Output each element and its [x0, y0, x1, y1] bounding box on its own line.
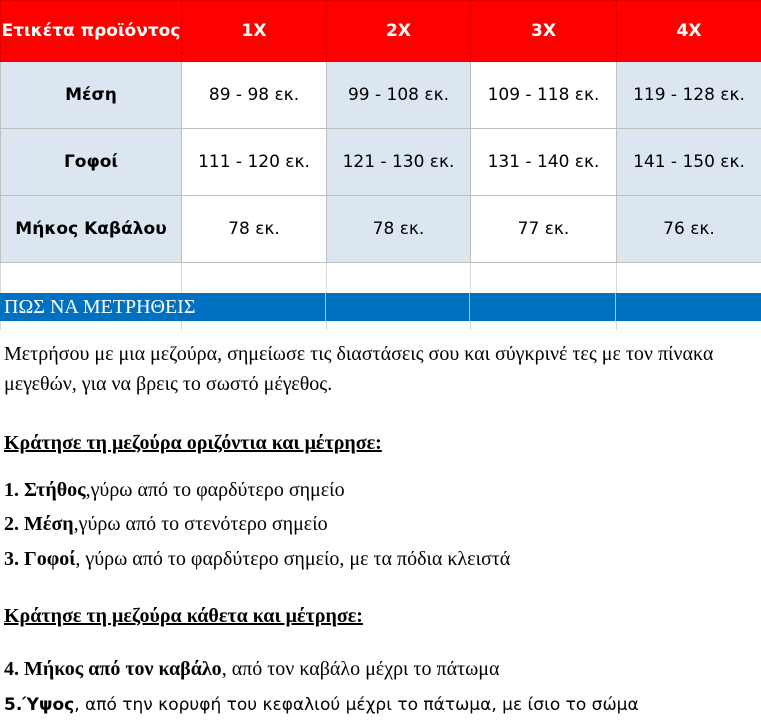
- size-header-1x: 1X: [182, 1, 327, 62]
- band-cell: [326, 293, 470, 321]
- table-row-hips: [1, 129, 761, 196]
- size-header-3x: 3X: [471, 1, 617, 62]
- item-term: Στήθος: [24, 479, 86, 501]
- horizontal-heading: Κράτησε τη μεζούρα οριζόντια και μέτρησε:: [4, 432, 382, 454]
- table-cell: 141 - 150 εκ.: [617, 129, 761, 196]
- item-number: 5.: [4, 695, 23, 715]
- table-cell: 121 - 130 εκ.: [327, 129, 471, 196]
- size-chart-table: [0, 0, 761, 330]
- vertical-heading: Κράτησε τη μεζούρα κάθετα και μέτρησε:: [4, 605, 363, 627]
- table-cell: 77 εκ.: [471, 196, 617, 263]
- item-description: ,γύρω από το στενότερο σημείο: [73, 513, 328, 535]
- table-cell: 89 - 98 εκ.: [182, 62, 327, 129]
- item-description: , από την κορυφή του κεφαλιού μέχρι το πάτωμα, με ίσιο το σώμα: [74, 695, 639, 715]
- band-cell: [616, 293, 761, 321]
- list-item-inseam: [4, 654, 759, 684]
- table-cell: 119 - 128 εκ.: [617, 62, 761, 129]
- item-description: ,γύρω από το φαρδύτερο σημείο: [85, 479, 345, 501]
- list-item-height: [4, 690, 759, 720]
- table-cell: 76 εκ.: [617, 196, 761, 263]
- band-cell: [470, 293, 616, 321]
- product-label-header: Ετικέτα προϊόντος: [1, 1, 182, 62]
- table-cell: 78 εκ.: [327, 196, 471, 263]
- row-label-waist: Μέση: [1, 62, 182, 129]
- item-term: Ύψος: [22, 695, 75, 715]
- item-description: , γύρω από το φαρδύτερο σημείο, με τα πόδια κλειστά: [75, 548, 511, 570]
- size-header-row: [1, 1, 761, 62]
- table-cell: 109 - 118 εκ.: [471, 62, 617, 129]
- table-cell: 111 - 120 εκ.: [182, 129, 327, 196]
- table-cell: 131 - 140 εκ.: [471, 129, 617, 196]
- item-number: 3.: [4, 548, 19, 570]
- item-term: Μέση: [24, 513, 74, 535]
- list-item-waist: [4, 509, 759, 539]
- item-number: 2.: [4, 513, 19, 535]
- item-term: Μήκος από τον καβάλο: [24, 658, 222, 680]
- list-item-hips: [4, 544, 759, 574]
- item-term: Γοφοί: [24, 548, 76, 570]
- measure-intro-text: Μετρήσου με μια μεζούρα, σημείωσε τις διαστάσεις σου και σύγκρινέ τες με τον πίνακα μεγεθών, για να βρεις το σωστό μέγεθος.: [4, 343, 714, 395]
- row-label-hips: Γοφοί: [1, 129, 182, 196]
- size-header-4x: 4X: [617, 1, 761, 62]
- how-to-measure-title: ΠΩΣ ΝΑ ΜΕΤΡΗΘΕΙΣ: [4, 296, 196, 318]
- table-row-inseam: [1, 196, 761, 263]
- row-label-inseam: Μήκος Καβάλου: [1, 196, 182, 263]
- table-cell: 99 - 108 εκ.: [327, 62, 471, 129]
- item-description: , από τον καβάλο μέχρι το πάτωμα: [221, 658, 500, 680]
- list-item-chest: [4, 475, 759, 505]
- item-number: 1.: [4, 479, 19, 501]
- size-header-2x: 2X: [327, 1, 471, 62]
- table-cell: 78 εκ.: [182, 196, 327, 263]
- table-row-waist: [1, 62, 761, 129]
- item-number: 4.: [4, 658, 19, 680]
